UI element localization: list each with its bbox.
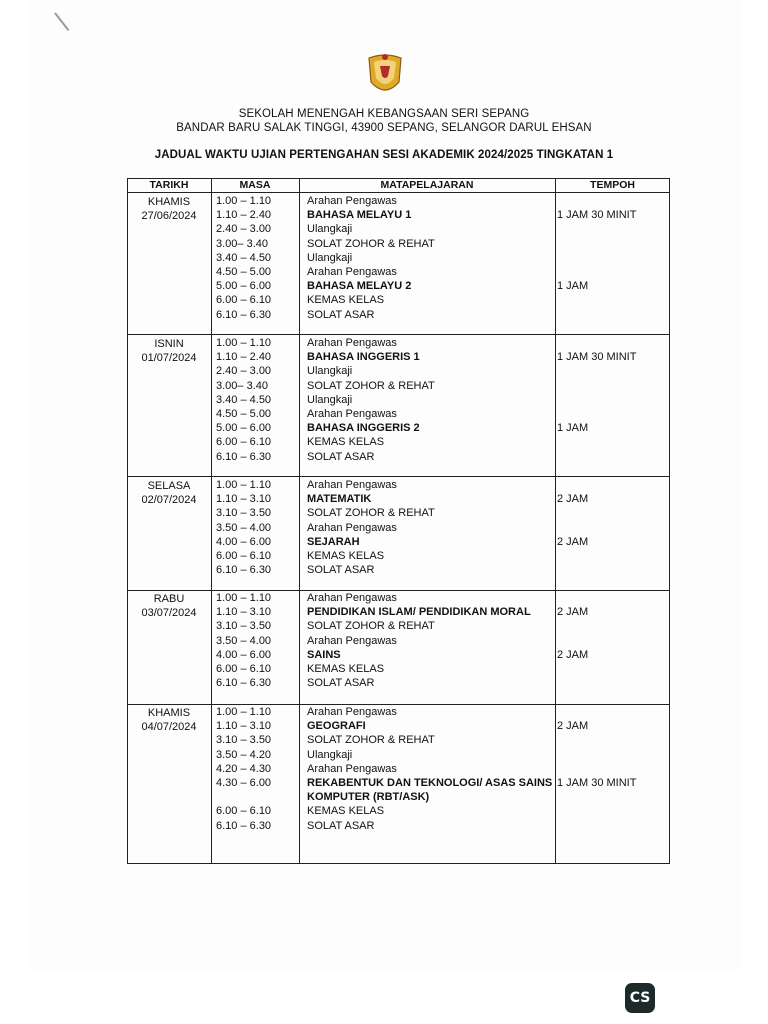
time-slot: 6.10 – 6.30 (216, 308, 272, 321)
time-slot: 4.50 – 5.00 (216, 266, 272, 278)
school-name: SEKOLAH MENENGAH KEBANGSAAN SERI SEPANG (238, 108, 530, 120)
subject-entry: KEMAS KELAS (307, 550, 385, 562)
school-crest-icon (366, 52, 404, 98)
subject-entry: Ulangkaji (307, 365, 353, 378)
time-slot: 1.10 – 3.10 (216, 606, 272, 619)
time-slot: 4.30 – 6.00 (216, 777, 272, 789)
exam-day: KHAMIS (147, 706, 191, 719)
subject-entry: Arahan Pengawas (307, 266, 397, 278)
exam-date: 03/07/2024 (141, 606, 197, 619)
timetable-title: JADUAL WAKTU UJIAN PERTENGAHAN SESI AKADEMIK 2024/2025 TINGKATAN 1 (154, 149, 614, 161)
exam-timetable (127, 178, 670, 864)
time-slot: 1.10 – 2.40 (216, 209, 272, 222)
subject-entry: KEMAS KELAS (307, 294, 385, 307)
time-slot: 2.40 – 3.00 (216, 223, 272, 236)
subject-entry: SOLAT ASAR (307, 308, 375, 321)
time-slot: 4.00 – 6.00 (216, 648, 272, 661)
time-slot: 6.10 – 6.30 (216, 677, 272, 690)
subject-entry: Arahan Pengawas (307, 634, 397, 647)
time-slot: 1.10 – 2.40 (216, 351, 272, 364)
subject-entry: KEMAS KELAS (307, 805, 385, 818)
time-slot: 3.40 – 4.50 (216, 251, 272, 264)
subject-entry: BAHASA MELAYU 2 (307, 280, 412, 293)
time-slot: 6.00 – 6.10 (216, 805, 272, 818)
time-slot: 6.10 – 6.30 (216, 564, 272, 577)
time-slot: 1.00 – 1.10 (216, 337, 272, 349)
column-divider (555, 178, 556, 864)
subject-entry: Ulangkaji (307, 393, 353, 406)
time-slot: 3.50 – 4.20 (216, 748, 272, 761)
time-slot: 5.00 – 6.00 (216, 280, 272, 293)
subject-entry: SOLAT ZOHOR & REHAT (307, 734, 435, 747)
header-divider (127, 192, 670, 193)
subject-entry: SOLAT ASAR (307, 677, 375, 690)
time-slot: 6.00 – 6.10 (216, 550, 272, 562)
exam-day: RABU (153, 592, 185, 605)
time-slot: 1.10 – 3.10 (216, 720, 272, 733)
time-slot: 6.00 – 6.10 (216, 294, 272, 307)
subject-entry: MATEMATIK (307, 493, 372, 506)
subject-entry: Ulangkaji (307, 223, 353, 236)
time-slot: 5.00 – 6.00 (216, 422, 272, 435)
time-slot: 1.00 – 1.10 (216, 706, 272, 718)
time-slot: 6.10 – 6.30 (216, 450, 272, 463)
day-divider (127, 704, 670, 705)
exam-date: 27/06/2024 (141, 209, 197, 222)
time-slot: 1.00 – 1.10 (216, 479, 272, 491)
subject-entry: Arahan Pengawas (307, 479, 397, 491)
subject-entry: SOLAT ASAR (307, 450, 375, 463)
time-slot: 3.50 – 4.00 (216, 521, 272, 534)
exam-date: 02/07/2024 (141, 493, 197, 506)
exam-duration: 1 JAM (557, 280, 589, 293)
column-divider (299, 178, 300, 864)
column-header-matapelajaran: MATAPELAJARAN (380, 179, 474, 191)
time-slot: 6.00 – 6.10 (216, 436, 272, 449)
subject-entry: BAHASA INGGERIS 2 (307, 422, 420, 435)
exam-date: 04/07/2024 (141, 720, 197, 733)
subject-entry: SOLAT ZOHOR & REHAT (307, 507, 435, 520)
exam-duration: 2 JAM (557, 606, 589, 619)
time-slot: 6.00 – 6.10 (216, 663, 272, 675)
subject-entry: Arahan Pengawas (307, 195, 397, 207)
school-address: BANDAR BARU SALAK TINGGI, 43900 SEPANG, SELANGOR DARUL EHSAN (176, 122, 592, 134)
time-slot: 3.00– 3.40 (216, 237, 268, 250)
subject-entry: KOMPUTER (RBT/ASK) (307, 791, 430, 804)
camscanner-badge-icon: CS (625, 983, 655, 1013)
time-slot: 1.00 – 1.10 (216, 195, 272, 207)
time-slot: 2.40 – 3.00 (216, 365, 272, 378)
subject-entry: BAHASA INGGERIS 1 (307, 351, 420, 364)
subject-entry: SOLAT ZOHOR & REHAT (307, 237, 435, 250)
time-slot: 3.50 – 4.00 (216, 634, 272, 647)
time-slot: 3.10 – 3.50 (216, 507, 272, 520)
exam-day: SELASA (147, 479, 191, 492)
subject-entry: KEMAS KELAS (307, 663, 385, 675)
subject-entry: Arahan Pengawas (307, 337, 397, 349)
subject-entry: PENDIDIKAN ISLAM/ PENDIDIKAN MORAL (307, 606, 531, 619)
exam-duration: 2 JAM (557, 493, 589, 506)
exam-duration: 2 JAM (557, 648, 589, 661)
subject-entry: Arahan Pengawas (307, 706, 397, 718)
exam-duration: 1 JAM 30 MINIT (557, 209, 637, 222)
time-slot: 3.00– 3.40 (216, 379, 268, 392)
subject-entry: GEOGRAFI (307, 720, 366, 733)
subject-entry: REKABENTUK DAN TEKNOLOGI/ ASAS SAINS (307, 777, 553, 789)
subject-entry: SAINS (307, 648, 341, 661)
subject-entry: SEJARAH (307, 535, 360, 548)
time-slot: 1.00 – 1.10 (216, 592, 272, 604)
exam-duration: 2 JAM (557, 720, 589, 733)
day-divider (127, 476, 670, 477)
subject-entry: SOLAT ASAR (307, 564, 375, 577)
subject-entry: Arahan Pengawas (307, 408, 397, 420)
exam-day: ISNIN (154, 337, 184, 350)
time-slot: 3.10 – 3.50 (216, 620, 272, 633)
subject-entry: SOLAT ASAR (307, 819, 375, 832)
column-header-tempoh: TEMPOH (590, 179, 635, 191)
time-slot: 4.50 – 5.00 (216, 408, 272, 420)
subject-entry: Arahan Pengawas (307, 762, 397, 775)
column-header-tarikh: TARIKH (149, 179, 189, 191)
time-slot: 3.40 – 4.50 (216, 393, 272, 406)
exam-duration: 1 JAM (557, 422, 589, 435)
subject-entry: Ulangkaji (307, 748, 353, 761)
subject-entry: Ulangkaji (307, 251, 353, 264)
column-header-masa: MASA (239, 179, 271, 191)
subject-entry: SOLAT ZOHOR & REHAT (307, 379, 435, 392)
day-divider (127, 334, 670, 335)
time-slot: 3.10 – 3.50 (216, 734, 272, 747)
time-slot: 6.10 – 6.30 (216, 819, 272, 832)
exam-day: KHAMIS (147, 195, 191, 208)
column-divider (211, 178, 212, 864)
time-slot: 4.20 – 4.30 (216, 762, 272, 775)
exam-duration: 1 JAM 30 MINIT (557, 777, 637, 789)
subject-entry: Arahan Pengawas (307, 592, 397, 604)
exam-duration: 1 JAM 30 MINIT (557, 351, 637, 364)
subject-entry: SOLAT ZOHOR & REHAT (307, 620, 435, 633)
exam-date: 01/07/2024 (141, 351, 197, 364)
time-slot: 1.10 – 3.10 (216, 493, 272, 506)
time-slot: 4.00 – 6.00 (216, 535, 272, 548)
subject-entry: KEMAS KELAS (307, 436, 385, 449)
subject-entry: BAHASA MELAYU 1 (307, 209, 412, 222)
exam-duration: 2 JAM (557, 535, 589, 548)
day-divider (127, 590, 670, 591)
subject-entry: Arahan Pengawas (307, 521, 397, 534)
